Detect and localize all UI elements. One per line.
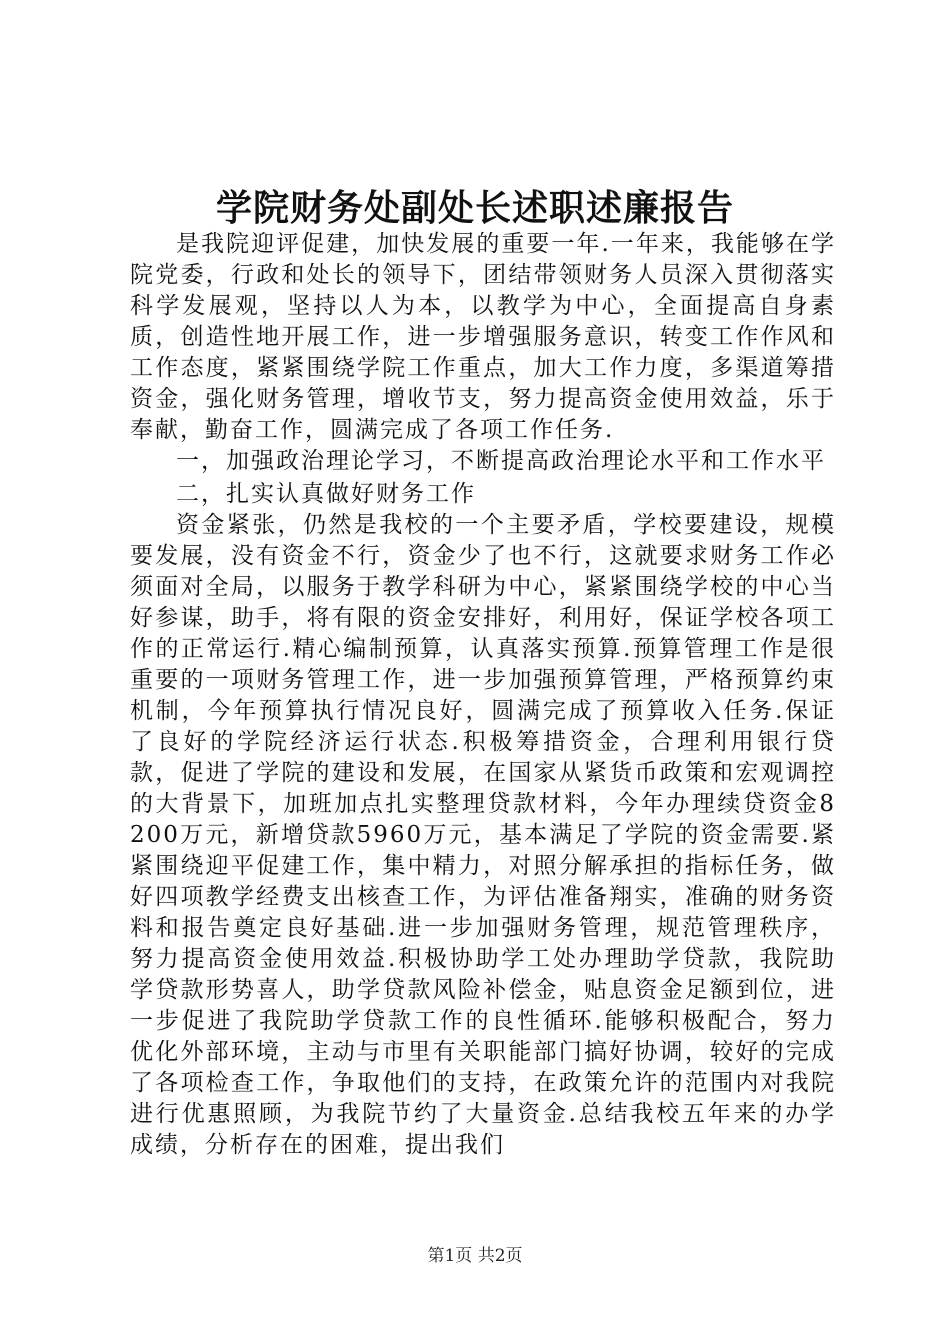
section-heading-1: 一，加强政治理论学习，不断提高政治理论水平和工作水平 <box>176 448 826 474</box>
document-title: 学院财务处副处长述职述廉报告 <box>215 187 734 229</box>
intro-paragraph: 是我院迎评促建，加快发展的重要一年.一年来，我能够在学院党委，行政和处长的领导下，团结带领财务人员深入贯彻落实科学发展观，坚持以人为本，以教学为中心，全面提高自身素质，创造性地开展工作，进一步增强服务意识，转变工作作风和工作态度，紧紧围绕学院工作重点，加大工作力度，多渠道筹措资金，强化财务管理，增收节支，努力提高资金使用效益，乐于奉献，勤奋工作，圆满完成了各项工作任务. <box>130 231 836 443</box>
document-body <box>130 229 836 1161</box>
page-footer: 第1页 共2页 <box>427 1246 523 1266</box>
section-heading-2: 二，扎实认真做好财务工作 <box>176 481 476 507</box>
section-2-paragraph: 资金紧张，仍然是我校的一个主要矛盾，学校要建设，规模要发展，没有资金不行，资金少了也不行，这就要求财务工作必须面对全局，以服务于教学科研为中心，紧紧围绕学校的中心当好参谋，助手，将有限的资金安排好，利用好，保证学校各项工作的正常运行.精心编制预算，认真落实预算.预算管理工作是很重要的一项财务管理工作，进一步加强预算管理，严格预算约束机制，今年预算执行情况良好，圆满完成了预算收入任务.保证了良好的学院经济运行状态.积极筹措资金，合理利用银行贷款，促进了学院的建设和发展，在国家从紧货币政策和宏观调控的大背景下，加班加点扎实整理贷款材料，今年办理续贷资金8200万元，新增贷款5960万元，基本满足了学院的资金需要.紧紧围绕迎平促建工作，集中精力，对照分解承担的指标任务，做好四项教学经费支出核查工作，为评估准备翔实，准确的财务资料和报告奠定良好基础.进一步加强财务管理，规范管理秩序，努力提高资金使用效益.积极协助学工处办理助学贷款，我院助学贷款形势喜人，助学贷款风险补偿金，贴息资金足额到位，进一步促进了我院助学贷款工作的良性循环.能够积极配合，努力优化外部环境，主动与市里有关职能部门搞好协调，较好的完成了各项检查工作，争取他们的支持，在政策允许的范围内对我院进行优惠照顾，为我院节约了大量资金.总结我校五年来的办学成绩，分析存在的困难，提出我们 <box>130 512 836 1158</box>
